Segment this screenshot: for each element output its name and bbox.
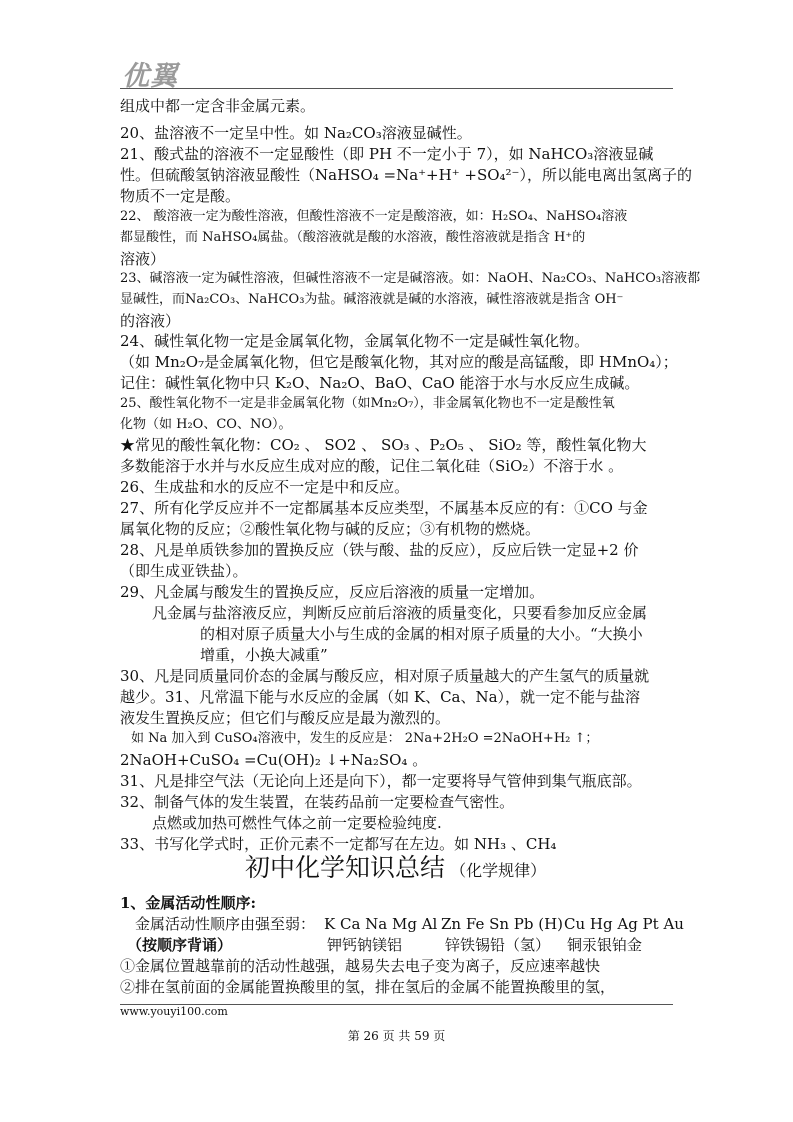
text-line: 多数能溶于水并与水反应生成对应的酸，记住二氧化硅（SiO₂）不溶于水 。 [120, 457, 624, 475]
text-line: 性。但硫酸氢钠溶液显酸性（NaHSO₄ =Na⁺+H⁺ +SO₄²⁻），所以能电离出氢离子的 [120, 166, 692, 184]
recite-group-1: 钾钙钠镁铝 [327, 936, 403, 954]
text-line: 28、凡是单质铁参加的置换反应（铁与酸、盐的反应），反应后铁一定显+2 价 [120, 541, 639, 559]
section-title-sub: （化学规律） [450, 861, 547, 880]
activity-order-row [135, 914, 315, 934]
text-line: 记住：碱性氧化物中只 K₂O、Na₂O、BaO、CaO 能溶于水与水反应生成碱。 [120, 374, 640, 392]
order-group-1: K Ca Na Mg Al [324, 915, 438, 933]
text-line: ★常见的酸性氧化物：CO₂ 、 SO2 、 SO₃ 、P₂O₅ 、 SiO₂ 等，酸性氧化物大 [120, 436, 647, 454]
text-line: 的溶液） [120, 312, 181, 330]
recite-group-2: 锌铁锡铅（氢） [445, 936, 551, 954]
text-line: 30、凡是同质量同价态的金属与酸反应，相对原子质量越大的产生氢气的质量就 [120, 667, 650, 685]
text-line: 凡金属与盐溶液反应，判断反应前后溶液的质量变化，只要看参加反应金属 [152, 604, 648, 622]
text-line: 2NaOH+CuSO₄ =Cu(OH)₂ ↓+Na₂SO₄ 。 [120, 751, 428, 769]
header-rule [120, 88, 673, 89]
text-line: 增重，小换大减重” [200, 646, 328, 664]
section-heading: 1、金属活动性顺序: [120, 894, 256, 912]
footer-url: www.youyi100.com [120, 1005, 228, 1018]
text-line: （如 Mn₂O₇是金属氧化物，但它是酸氧化物，其对应的酸是高锰酸，即 HMnO₄）； [120, 353, 678, 371]
text-line: 21、酸式盐的溶液不一定显酸性（即 PH 不一定小于 7），如 NaHCO₃溶液显碱 [120, 145, 654, 163]
logo: 优翼 [122, 61, 178, 92]
recite-group-3: 铜汞银铂金 [567, 936, 643, 954]
text-line: 组成中都一定含非金属元素。 [120, 97, 316, 115]
rule-line: ①金属位置越靠前的活动性越强，越易失去电子变为离子，反应速率越快 [120, 957, 601, 975]
section-title-main: 初中化学知识总结 [245, 853, 446, 882]
page-number: 第 26 页 共 59 页 [347, 1029, 446, 1043]
order-group-2: Zn Fe Sn Pb (H) [441, 915, 564, 933]
text-line: 化物（如 H₂O、CO、NO）。 [120, 417, 292, 432]
text-line: 32、制备气体的发生装置，在装药品前一定要检查气密性。 [120, 793, 515, 811]
order-label: 金属活动性顺序由强至弱： [135, 915, 316, 933]
text-line: 都显酸性，而 NaHSO₄属盐。（酸溶液就是酸的水溶液，酸性溶液就是指含 H⁺的 [120, 230, 586, 245]
text-line: 24、碱性氧化物一定是金属氧化物，金属氧化物不一定是碱性氧化物。 [120, 332, 590, 350]
text-line: 属氧化物的反应；②酸性氧化物与碱的反应；③有机物的燃烧。 [120, 520, 541, 538]
text-line: 22、 酸溶液一定为酸性溶液，但酸性溶液不一定是酸溶液，如：H₂SO₄、NaHSO₄溶液 [120, 209, 628, 224]
text-line: 的相对原子质量大小与生成的金属的相对原子质量的大小。“大换小 [200, 625, 643, 643]
text-line: （即生成亚铁盐）。 [120, 562, 248, 580]
section-title [245, 848, 546, 884]
text-line: 点燃或加热可燃性气体之前一定要检验纯度. [152, 814, 442, 832]
text-line: 越少。31、凡常温下能与水反应的金属（如 K、Ca、Na），就一定不能与盐溶 [120, 688, 641, 706]
text-line: 20、盐溶液不一定呈中性。如 Na₂CO₃溶液显碱性。 [120, 124, 472, 142]
text-line: 25、酸性氧化物不一定是非金属氧化物（如Mn₂O₇），非金属氧化物也不一定是酸性氧 [120, 396, 615, 411]
text-line: 33、书写化学式时，正价元素不一定都写在左边。如 NH₃ 、CH₄ [120, 835, 557, 853]
text-line: 显碱性，而Na₂CO₃、NaHCO₃为盐。碱溶液就是碱的水溶液，碱性溶液就是指含 OH⁻ [120, 292, 624, 307]
order-group-3: Cu Hg Ag Pt Au [564, 915, 684, 933]
text-line: 物质不一定是酸。 [120, 187, 241, 205]
text-line: 31、凡是排空气法（无论向上还是向下），都一定要将导气管伸到集气瓶底部。 [120, 772, 642, 790]
text-line: 如 Na 加入到 CuSO₄溶液中，发生的反应是： 2Na+2H₂O =2NaOH+H₂ ↑； [131, 731, 599, 746]
recite-label: （按顺序背诵） [127, 936, 233, 954]
rule-line: ②排在氢前面的金属能置换酸里的氢，排在氢后的金属不能置换酸里的氢， [120, 978, 616, 996]
text-line: 液发生置换反应；但它们与酸反应是最为激烈的。 [120, 709, 451, 727]
text-line: 23、碱溶液一定为碱性溶液，但碱性溶液不一定是碱溶液。如：NaOH、Na₂CO₃、NaHCO₃溶液都 [120, 271, 701, 286]
text-line: 27、所有化学反应并不一定都属基本反应类型，不属基本反应的有：①CO 与金 [120, 499, 648, 517]
text-line: 溶液） [120, 250, 166, 268]
text-line: 29、凡金属与酸发生的置换反应，反应后溶液的质量一定增加。 [120, 583, 545, 601]
text-line: 26、生成盐和水的反应不一定是中和反应。 [120, 478, 410, 496]
